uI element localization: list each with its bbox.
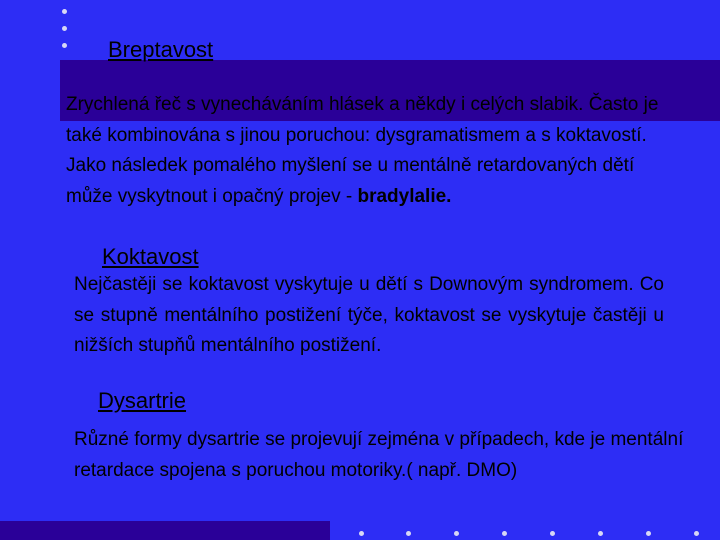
section-title-breptavost: Breptavost	[108, 37, 214, 62]
decor-dot	[62, 26, 67, 31]
decor-dot	[646, 531, 651, 536]
section-body-emphasis: bradylalie.	[357, 185, 452, 207]
decor-dot	[62, 9, 67, 14]
decor-dot	[454, 531, 459, 536]
section-body-text: Zrychlená řeč s vynecháváním hlásek a někdy i celých slabik. Často je také kombinována s jinou poruchou: dysgramatismem a s koktavostí. Jako následek pomalého myšlení se u mentálně retardovaných dětí může vyskytnout i opačný projev -	[66, 94, 659, 207]
decor-dot	[406, 531, 411, 536]
bottom-left-band	[0, 521, 330, 540]
decor-dot	[502, 531, 507, 536]
decor-dot	[62, 43, 67, 48]
decor-dot	[550, 531, 555, 536]
section-title-koktavost: Koktavost	[102, 244, 199, 269]
decor-dot	[694, 531, 699, 536]
section-body-breptavost	[66, 90, 666, 212]
section-title-dysartrie: Dysartrie	[98, 388, 187, 413]
section-body-dysartrie: Různé formy dysartrie se projevují zejména v případech, kde je mentální retardace spojena s poruchou motoriky.( např. DMO)	[74, 429, 684, 481]
decor-dot	[598, 531, 603, 536]
section-body-koktavost: Nejčastěji se koktavost vyskytuje u dětí s Downovým syndromem. Co se stupně mentálního postižení týče, koktavost se vyskytuje častěji u nižších stupňů mentálního postižení.	[74, 274, 664, 356]
decor-dot	[359, 531, 364, 536]
